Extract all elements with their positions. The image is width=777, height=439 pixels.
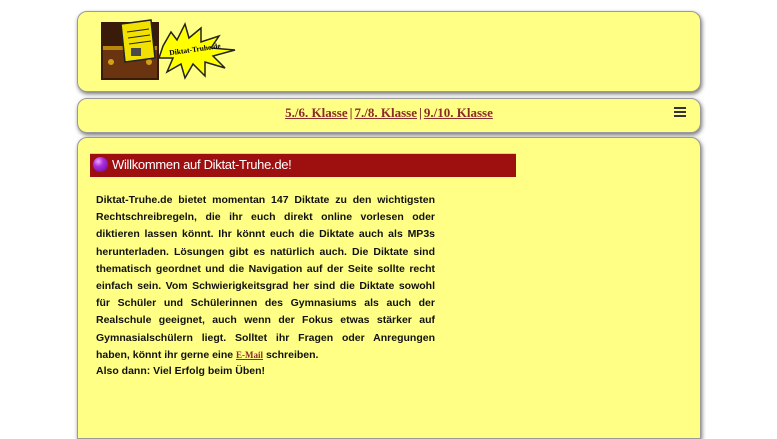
nav-link-klasse-7-8[interactable]: 7./8. Klasse [354, 105, 417, 120]
purple-ball-icon [93, 157, 108, 172]
intro-text-main: Diktat-Truhe.de bietet momentan 147 Diktate zu den wichtigsten Rechtschreibregeln, die ihr euch direkt online vorlesen oder diktieren lassen könnt. Ihr könnt euch die Diktate auch als MP3s herunterladen. Lösungen gibt es natürlich auch. Die Diktate sind thematisch geordnet und die Navigation auf der Seite sollte recht einfach sein. Vom Schwierigkeitsgrad her sind die Diktate sowohl für Schüler und Schülerinnen des Gymnasiums als auch der Realschule geeignet, auch wenn der Fokus etwas stärker auf Gymnasialschülern liegt. Solltet ihr Fragen oder Anregungen haben, könnt ihr gerne eine [96, 194, 435, 361]
navigation-panel [77, 98, 701, 133]
logo-text: Diktat-Truhe.de [168, 41, 222, 58]
hamburger-menu-icon[interactable] [674, 107, 686, 117]
welcome-banner [90, 153, 516, 177]
welcome-title: Willkommen auf Diktat-Truhe.de! [112, 157, 292, 172]
header-panel [77, 11, 701, 92]
closing-text: Also dann: Viel Erfolg beim Üben! [96, 365, 265, 377]
nav-separator: | [349, 105, 353, 120]
intro-paragraph [96, 192, 435, 364]
email-link[interactable]: E-Mail [236, 349, 264, 360]
class-navigation [78, 105, 700, 121]
main-content-panel [77, 137, 701, 439]
site-logo[interactable] [101, 18, 237, 82]
nav-separator: | [418, 105, 422, 120]
intro-text-end: schreiben. [265, 348, 319, 361]
nav-link-klasse-9-10[interactable]: 9./10. Klasse [423, 105, 493, 120]
nav-link-klasse-5-6[interactable]: 5./6. Klasse [285, 105, 348, 120]
